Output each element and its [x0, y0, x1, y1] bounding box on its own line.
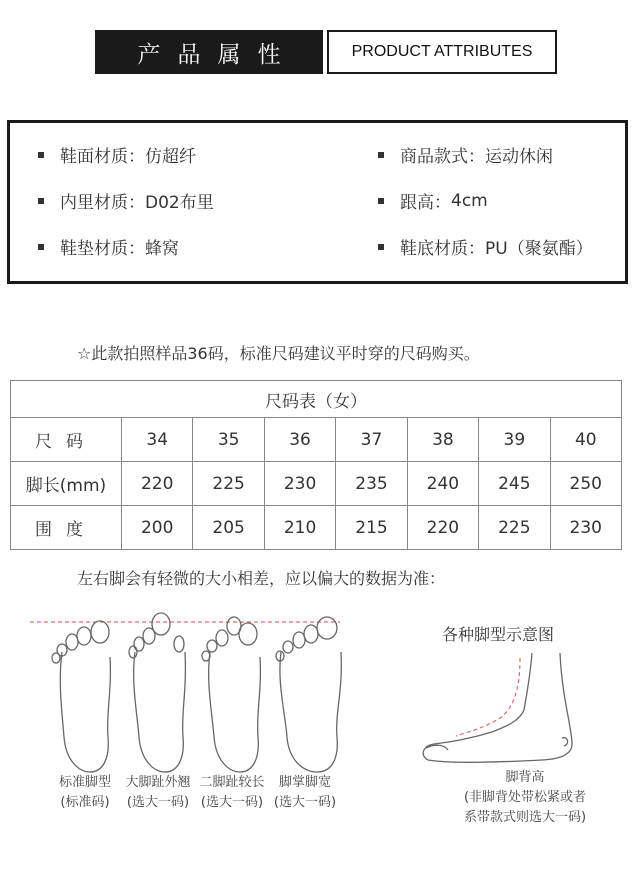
- sample-size-note: ☆此款拍照样品36码，标准尺码建议平时穿的尺码购买。: [77, 344, 480, 363]
- table-row: [11, 418, 622, 462]
- table-cell: 230: [264, 462, 335, 506]
- attr-label: 商品款式: [400, 147, 468, 167]
- table-cell: 37: [336, 418, 407, 462]
- foot-type-name: 脚掌脚宽: [278, 775, 331, 790]
- attr-label: 鞋面材质: [60, 147, 128, 167]
- table-row: [11, 462, 622, 506]
- attr-value: PU（聚氨酯）: [485, 239, 593, 259]
- attr-insole-material: 鞋垫材质 ： 蜂窝: [38, 234, 179, 259]
- attr-lining-material: 内里材质 ： D02布里: [38, 188, 214, 213]
- table-cell: 220: [407, 506, 478, 550]
- table-cell: 225: [193, 462, 264, 506]
- long-second-toe-foot-icon: [202, 617, 260, 772]
- bunion-foot-icon: [129, 613, 185, 772]
- header-title-en: PRODUCT ATTRIBUTES: [327, 30, 557, 74]
- high-instep-foot-icon: [412, 648, 592, 768]
- foot-type-name: 大脚趾外翘: [125, 775, 191, 790]
- instep-advice-line1: (非脚背处带松紧或者: [463, 790, 587, 805]
- attr-sole-material: 鞋底材质 ： PU（聚氨酯）: [378, 234, 593, 259]
- attr-upper-material: 鞋面材质 ： 仿超纤: [38, 142, 196, 167]
- attr-label: 鞋垫材质: [60, 239, 128, 259]
- table-cell: 39: [479, 418, 550, 462]
- table-cell: 220: [122, 462, 193, 506]
- bullet-icon: [38, 198, 44, 204]
- foot-shape-diagram-title: 各种脚型示意图: [442, 625, 555, 644]
- table-cell: 235: [336, 462, 407, 506]
- table-cell: 38: [407, 418, 478, 462]
- table-cell: 215: [336, 506, 407, 550]
- table-cell: 240: [407, 462, 478, 506]
- table-row: [11, 506, 622, 550]
- attr-value: 4cm: [451, 190, 488, 211]
- attr-style: 商品款式 ： 运动休闲: [378, 142, 553, 167]
- table-cell: 225: [479, 506, 550, 550]
- attr-label: 跟高: [400, 193, 434, 213]
- attr-value: 蜂窝: [145, 239, 179, 259]
- bullet-icon: [378, 198, 384, 204]
- bullet-icon: [38, 152, 44, 158]
- instep-advice-line2: 系带款式则选大一码): [463, 810, 587, 825]
- table-cell: 40: [550, 418, 621, 462]
- foot-type-name: 二脚趾较长: [199, 775, 265, 790]
- foot-type-advice: (选大一码): [126, 795, 190, 810]
- attr-value: D02布里: [145, 193, 214, 213]
- table-cell: 245: [479, 462, 550, 506]
- bullet-icon: [38, 244, 44, 250]
- table-cell: 230: [550, 506, 621, 550]
- wide-foot-icon: [276, 617, 341, 772]
- foot-type-name: 标准脚型: [58, 775, 111, 790]
- table-cell: 35: [193, 418, 264, 462]
- foot-type-wide: [260, 773, 350, 813]
- attr-label: 鞋底材质: [400, 239, 468, 259]
- instep-label: 脚背高: [505, 770, 545, 785]
- attr-value: 运动休闲: [485, 147, 553, 167]
- attr-value: 仿超纤: [145, 147, 196, 167]
- attr-label: 内里材质: [60, 193, 128, 213]
- row-label: 尺码: [11, 418, 122, 462]
- table-cell: 36: [264, 418, 335, 462]
- foot-types-illustration: [30, 612, 360, 782]
- table-cell: 210: [264, 506, 335, 550]
- table-cell: 200: [122, 506, 193, 550]
- row-label: 围度: [11, 506, 122, 550]
- bullet-icon: [378, 152, 384, 158]
- table-cell: 250: [550, 462, 621, 506]
- header-title-cn: 产品属性: [95, 30, 323, 74]
- foot-shape-caption: [430, 768, 620, 828]
- foot-type-advice: (选大一码): [273, 795, 337, 810]
- size-table-title: 尺码表（女）: [11, 381, 622, 418]
- foot-difference-note: 左右脚会有轻微的大小相差，应以偏大的数据为准：: [77, 569, 446, 588]
- size-table: [10, 380, 622, 550]
- attr-heel-height: 跟高 ： 4cm: [378, 188, 488, 213]
- attributes-header: [95, 30, 557, 74]
- foot-type-advice: (选大一码): [200, 795, 264, 810]
- foot-type-advice: (标准码): [60, 795, 110, 810]
- table-cell: 34: [122, 418, 193, 462]
- table-cell: 205: [193, 506, 264, 550]
- row-label: 脚长(mm): [11, 462, 122, 506]
- standard-foot-icon: [52, 621, 110, 772]
- bullet-icon: [378, 244, 384, 250]
